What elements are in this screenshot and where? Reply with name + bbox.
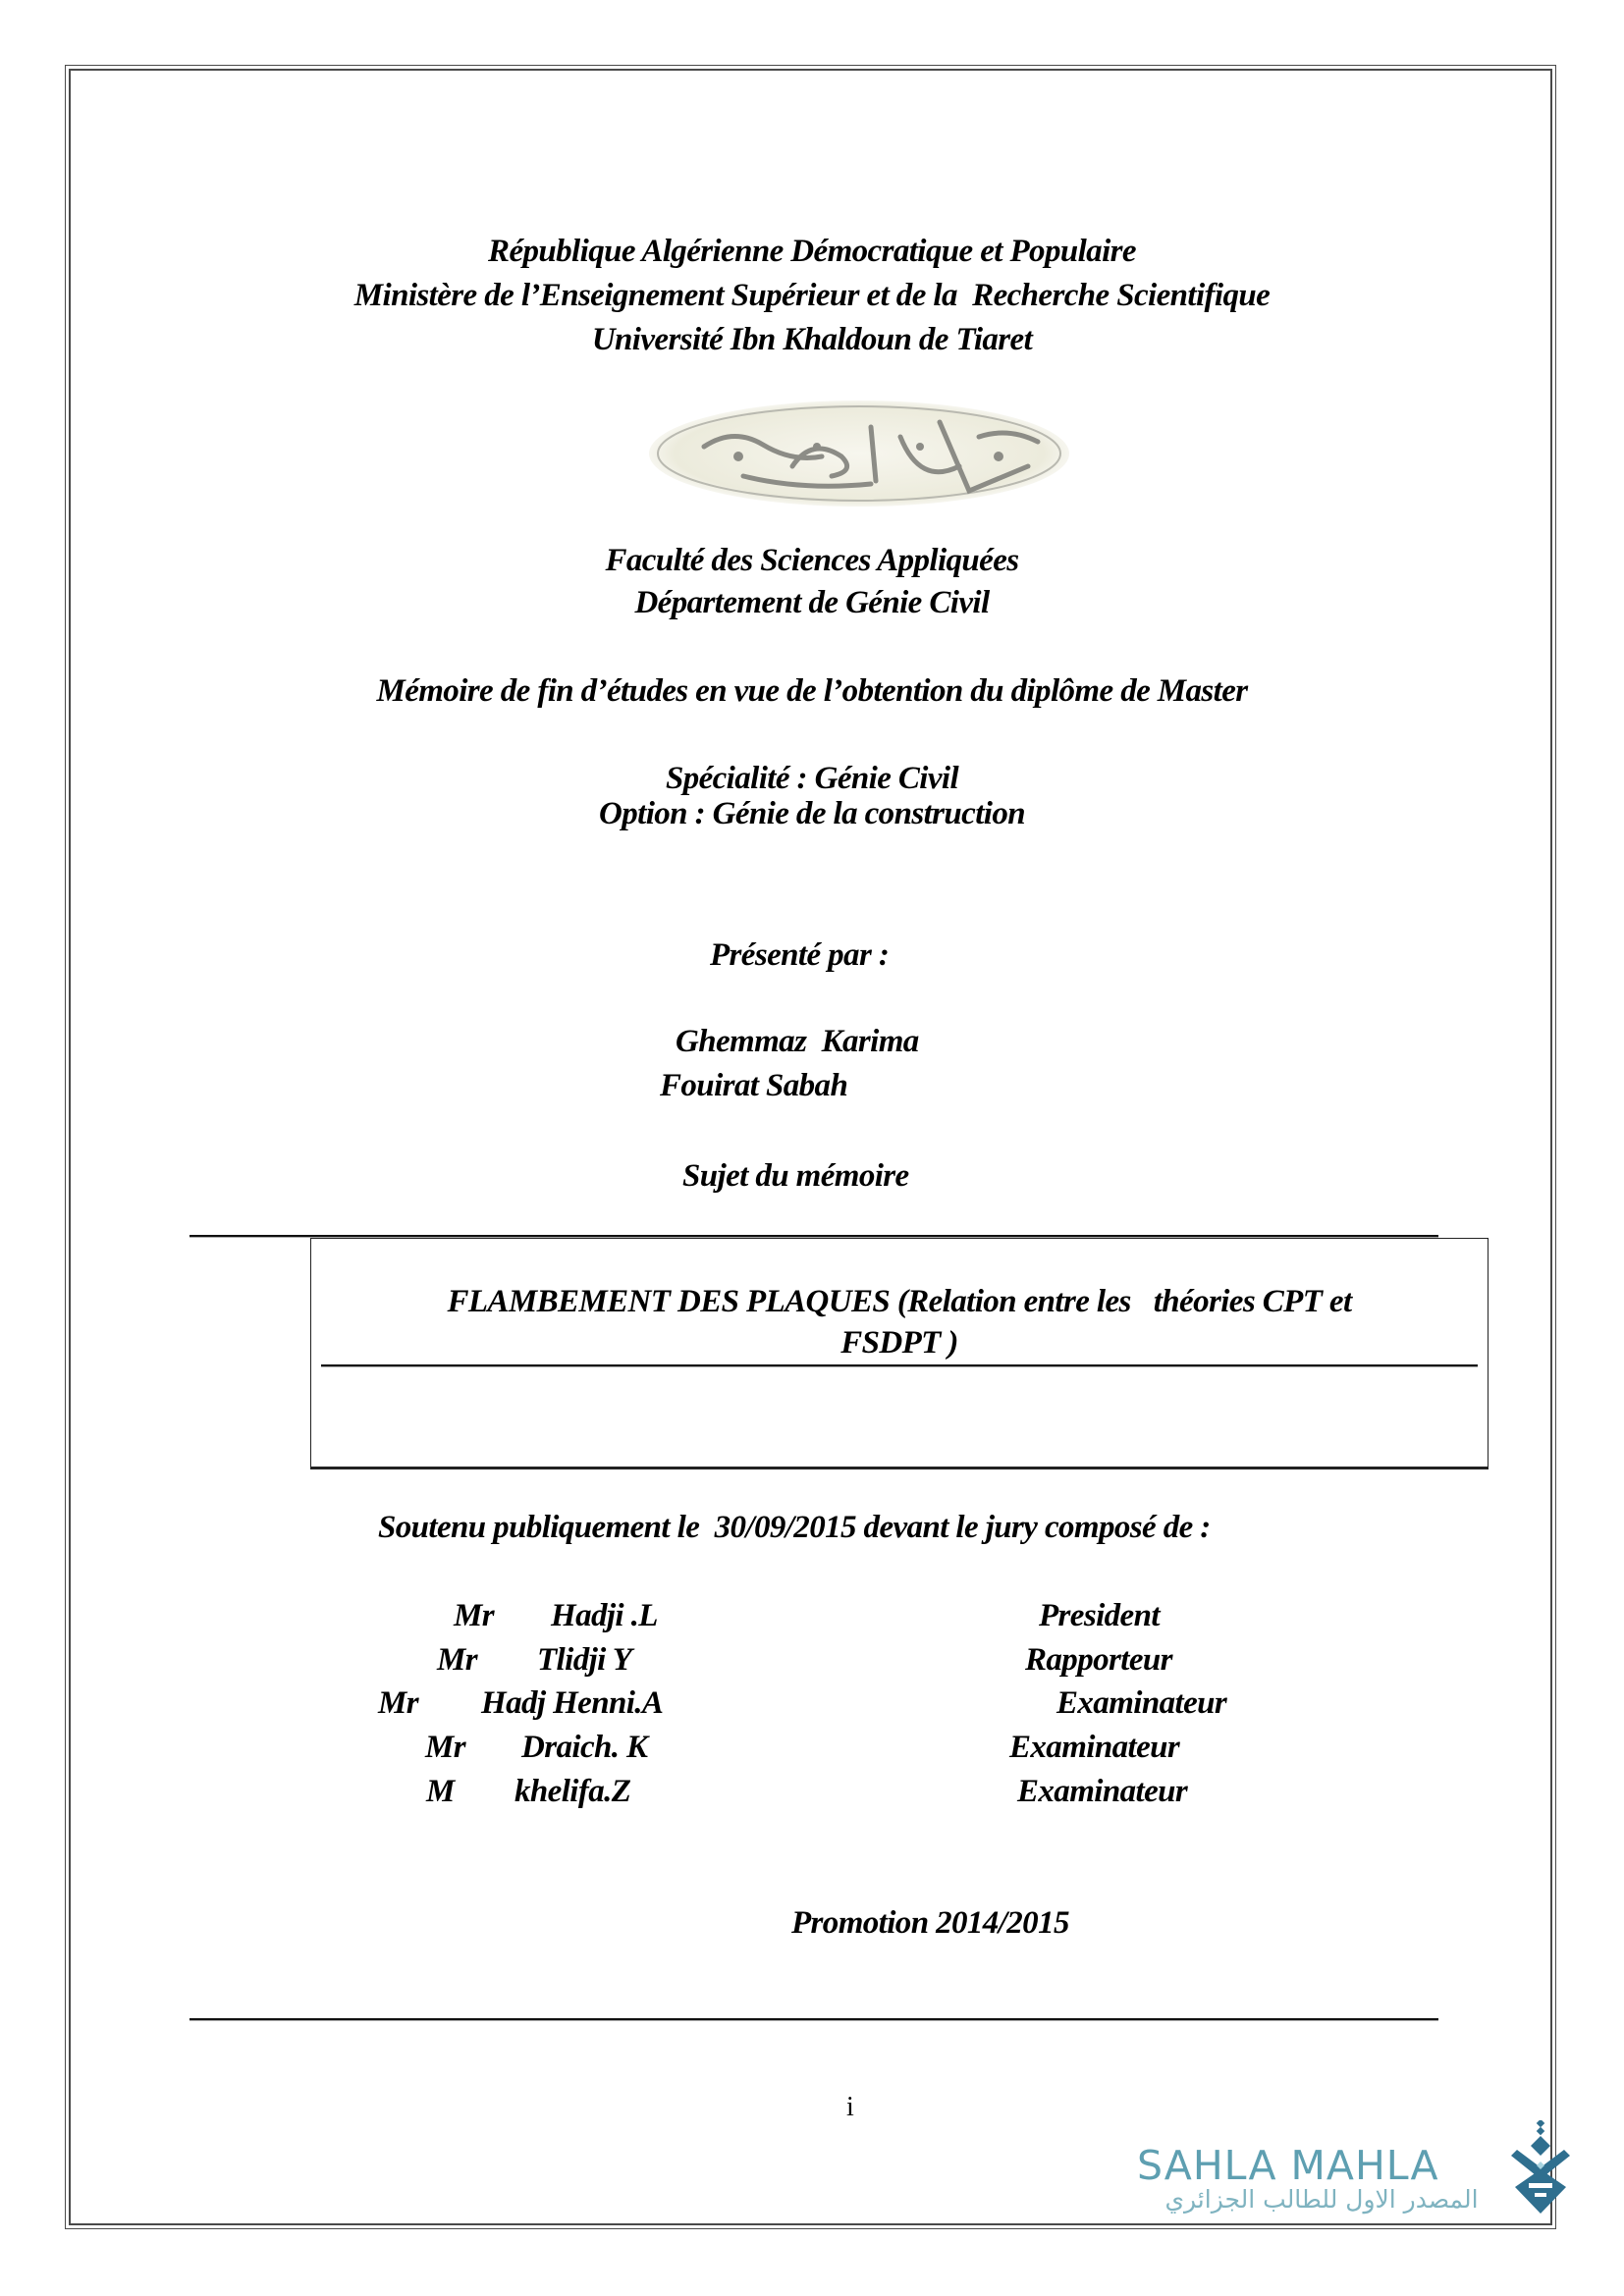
subject-title-line1: FLAMBEMENT DES PLAQUES (Relation entre les théories CPT et	[447, 1284, 1352, 1319]
author-1: Ghemmaz Karima	[676, 1024, 919, 1059]
subject-inner-rule	[321, 1364, 1478, 1367]
jury-role: Examinateur	[1056, 1685, 1227, 1721]
university-seal-logo-icon	[645, 398, 1073, 509]
header-ministry: Ministère de l’Enseignement Supérieur et de la Recherche Scientifique	[353, 278, 1271, 313]
jury-title: Mr	[425, 1730, 465, 1765]
subject-title-line2: FSDPT )	[840, 1325, 958, 1361]
defense-statement: Soutenu publiquement le 30/09/2015 devant le jury composé de :	[378, 1510, 1211, 1545]
watermark-tagline: المصدر الاول للطالب الجزائري	[1164, 2185, 1479, 2214]
department-name: Département de Génie Civil	[634, 585, 990, 620]
sahla-mahla-logo-icon	[1505, 2120, 1576, 2214]
page-border-inner	[69, 69, 1552, 2225]
jury-name: Tlidji Y	[537, 1642, 632, 1678]
jury-title: Mr	[378, 1685, 418, 1721]
jury-title: M	[426, 1774, 455, 1809]
jury-role: Examinateur	[1009, 1730, 1180, 1765]
jury-name: Hadji .L	[551, 1598, 658, 1633]
jury-title: Mr	[437, 1642, 477, 1678]
jury-role: President	[1039, 1598, 1160, 1633]
presented-by-label: Présenté par :	[710, 937, 890, 973]
watermark-brand: SAHLA MAHLA	[1137, 2142, 1439, 2189]
page-number: i	[846, 2092, 854, 2122]
jury-name: Hadj Henni.A	[481, 1685, 664, 1721]
degree-statement: Mémoire de fin d’études en vue de l’obtention du diplôme de Master	[376, 673, 1248, 709]
faculty-name: Faculté des Sciences Appliquées	[605, 543, 1019, 578]
jury-role: Rapporteur	[1025, 1642, 1172, 1678]
speciality: Spécialité : Génie Civil	[665, 761, 959, 796]
option: Option : Génie de la construction	[599, 796, 1025, 831]
jury-title: Mr	[454, 1598, 494, 1633]
header-republic: République Algérienne Démocratique et Populaire	[488, 234, 1136, 269]
header-university: Université Ibn Khaldoun de Tiaret	[591, 322, 1033, 357]
jury-name: khelifa.Z	[514, 1774, 631, 1809]
subject-label: Sujet du mémoire	[682, 1158, 909, 1194]
promotion: Promotion 2014/2015	[791, 1905, 1069, 1941]
jury-name: Draich. K	[521, 1730, 648, 1765]
author-2: Fouirat Sabah	[660, 1068, 848, 1103]
footer-rule	[189, 2018, 1438, 2021]
jury-role: Examinateur	[1017, 1774, 1188, 1809]
